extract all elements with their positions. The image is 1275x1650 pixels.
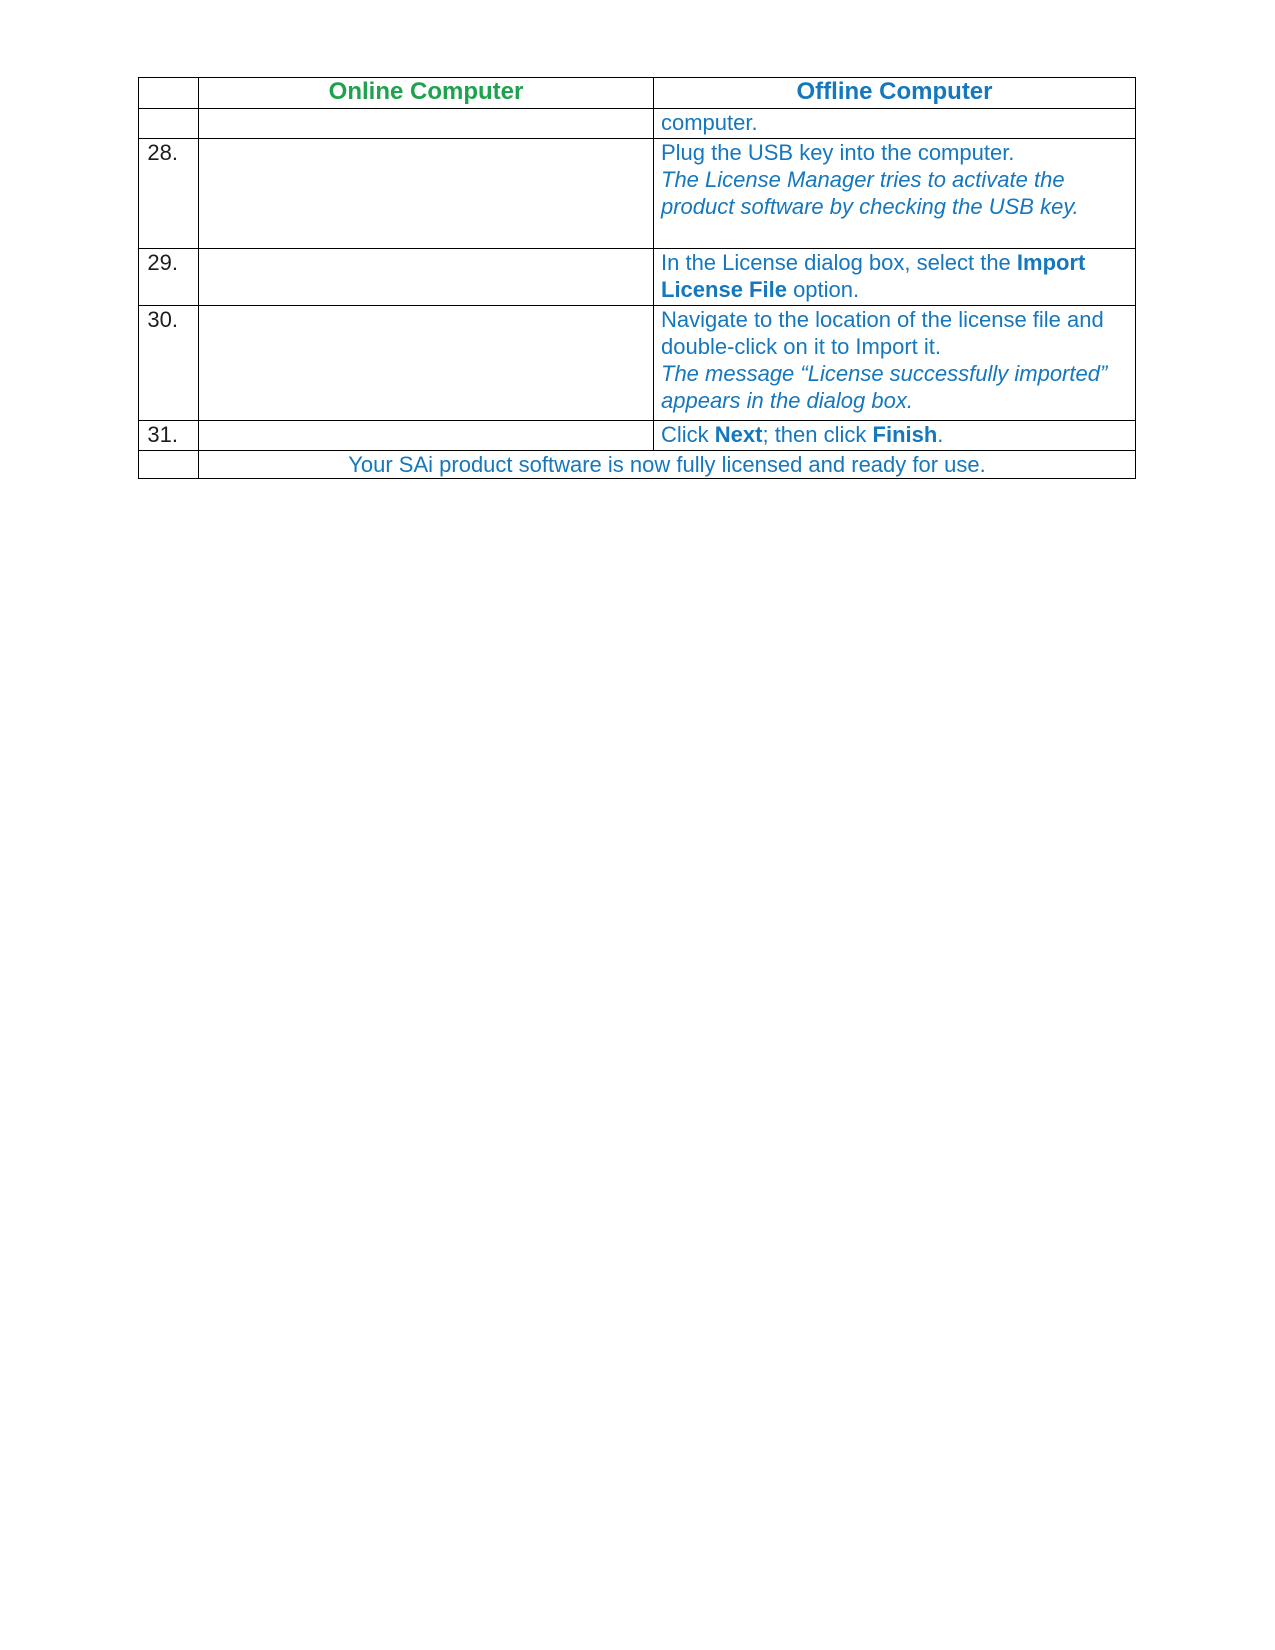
text-segment: computer. — [661, 110, 758, 135]
table-row — [139, 109, 1136, 139]
text-segment: Finish — [872, 422, 938, 447]
step-number: 29. — [139, 249, 199, 306]
text-segment: The message “License successfully imported” appears in the dialog box. — [661, 361, 1108, 413]
table-footer — [139, 451, 1136, 479]
table-body — [139, 109, 1136, 451]
instruction-paragraph — [661, 360, 1129, 414]
footer-number-cell — [139, 451, 199, 479]
offline-cell — [654, 249, 1136, 306]
offline-cell — [654, 306, 1136, 421]
step-number: 28. — [139, 139, 199, 249]
text-segment: Navigate to the location of the license file and double-click on it to Import it. — [661, 307, 1104, 359]
table-row — [139, 249, 1136, 306]
table-row — [139, 139, 1136, 249]
text-segment: option. — [786, 277, 860, 302]
license-steps-table-wrap — [138, 77, 1135, 479]
text-segment: Import License File — [661, 250, 1086, 302]
text-segment: The License Manager tries to activate the product software by checking the USB key. — [661, 167, 1079, 219]
license-steps-table — [138, 77, 1136, 479]
offline-cell — [654, 139, 1136, 249]
header-row — [139, 78, 1136, 109]
step-number: 30. — [139, 306, 199, 421]
table-row — [139, 421, 1136, 451]
instruction-paragraph — [661, 249, 1129, 303]
online-cell — [199, 306, 654, 421]
instruction-paragraph — [661, 306, 1129, 360]
text-segment: In the License dialog box, select the — [661, 250, 1017, 275]
instruction-paragraph — [661, 166, 1129, 220]
text-segment: ; then click — [762, 422, 873, 447]
online-cell — [199, 421, 654, 451]
header-online-computer: Online Computer — [199, 78, 654, 109]
text-segment: . — [937, 422, 944, 447]
step-number — [139, 109, 199, 139]
header-offline-computer: Offline Computer — [654, 78, 1136, 109]
table-row — [139, 306, 1136, 421]
text-segment: Plug the USB key into the computer. — [661, 140, 1015, 165]
header-number-cell — [139, 78, 199, 109]
offline-cell — [654, 421, 1136, 451]
offline-cell — [654, 109, 1136, 139]
table-header — [139, 78, 1136, 109]
online-cell — [199, 139, 654, 249]
text-segment: Next — [714, 422, 763, 447]
step-number: 31. — [139, 421, 199, 451]
instruction-paragraph — [661, 109, 1129, 136]
footer-message: Your SAi product software is now fully licensed and ready for use. — [199, 451, 1136, 479]
online-cell — [199, 249, 654, 306]
instruction-paragraph — [661, 139, 1129, 166]
online-cell — [199, 109, 654, 139]
footer-row — [139, 451, 1136, 479]
text-segment: Click — [661, 422, 715, 447]
instruction-paragraph — [661, 421, 1129, 448]
